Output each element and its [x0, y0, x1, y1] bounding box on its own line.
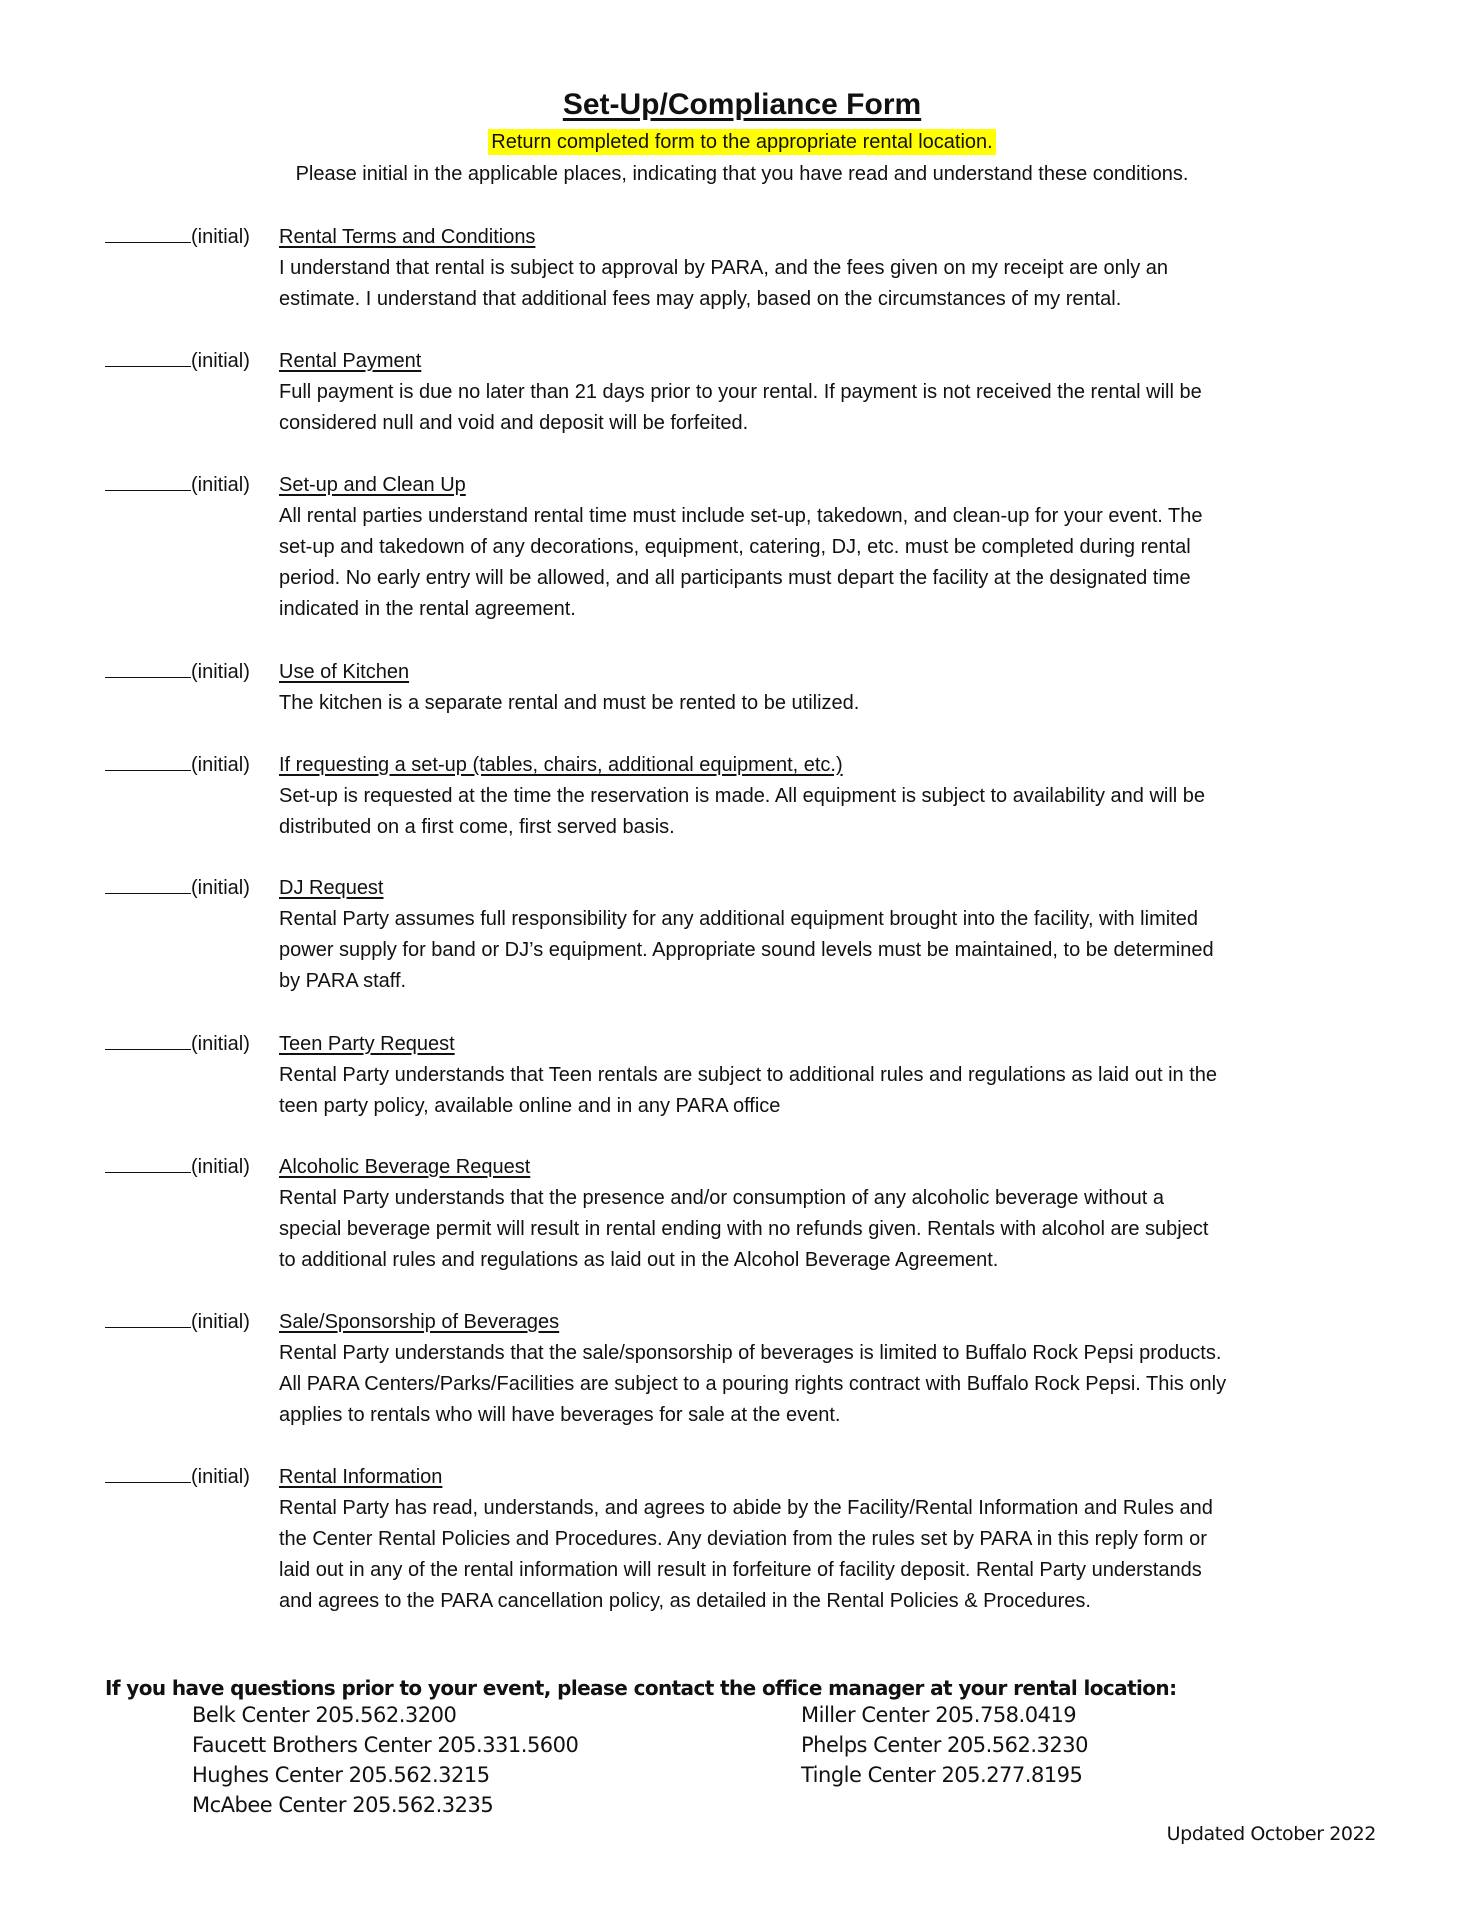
section-2: [105, 470, 1395, 625]
section-header: [105, 1462, 1395, 1493]
section-header: [105, 657, 1395, 688]
section-line: special beverage permit will result in rental ending with no refunds given. Rentals with alcohol are subject: [279, 1218, 1209, 1240]
section-heading: Rental Terms and Conditions: [279, 226, 536, 248]
section-heading: DJ Request: [279, 877, 384, 899]
section-line: The kitchen is a separate rental and must be rented to be utilized.: [279, 692, 860, 714]
initial-label: (initial): [191, 754, 250, 776]
section-line: period. No early entry will be allowed, and all participants must depart the facility at the designated time: [279, 567, 1191, 589]
section-header: [105, 470, 1395, 501]
section-body: [279, 688, 1395, 719]
form-title-text: Set-Up/Compliance Form: [562, 88, 922, 121]
initial-label: (initial): [191, 1033, 250, 1055]
contact-item: Hughes Center 205.562.3215: [192, 1763, 490, 1787]
section-line: the Center Rental Policies and Procedures. Any deviation from the rules set by PARA in this reply form or: [279, 1528, 1207, 1550]
section-line: and agrees to the PARA cancellation policy, as detailed in the Rental Policies & Procedures.: [279, 1590, 1091, 1612]
section-line: I understand that rental is subject to approval by PARA, and the fees given on my receipt are only an: [279, 257, 1169, 279]
return-note: [0, 131, 1484, 154]
section-header: [105, 346, 1395, 377]
section-line: laid out in any of the rental information will result in forfeiture of facility deposit. Rental Party understands: [279, 1559, 1202, 1581]
initial-blank[interactable]: [105, 1307, 191, 1328]
section-line: teen party policy, available online and in any PARA office: [279, 1095, 781, 1117]
section-body: [279, 904, 1395, 997]
form-title: [0, 88, 1484, 122]
section-heading: Sale/Sponsorship of Beverages: [279, 1311, 560, 1333]
initial-label: (initial): [191, 226, 250, 248]
contact-item: Belk Center 205.562.3200: [192, 1703, 457, 1727]
section-4: [105, 750, 1395, 843]
contact-item: Miller Center 205.758.0419: [801, 1703, 1077, 1727]
initial-blank[interactable]: [105, 222, 191, 243]
section-line: power supply for band or DJ’s equipment. Appropriate sound levels must be maintained, to be determined: [279, 939, 1214, 961]
section-body: [279, 377, 1395, 439]
section-0: [105, 222, 1395, 315]
section-line: distributed on a first come, first served basis.: [279, 816, 675, 838]
section-heading: Teen Party Request: [279, 1033, 455, 1055]
section-line: considered null and void and deposit will be forfeited.: [279, 412, 749, 434]
initial-blank[interactable]: [105, 470, 191, 491]
section-header: [105, 1029, 1395, 1060]
section-5: [105, 873, 1395, 997]
section-body: [279, 1060, 1395, 1122]
section-line: Full payment is due no later than 21 days prior to your rental. If payment is not received the rental will be: [279, 381, 1202, 403]
section-line: indicated in the rental agreement.: [279, 598, 576, 620]
section-3: [105, 657, 1395, 719]
section-header: [105, 873, 1395, 904]
section-header: [105, 222, 1395, 253]
initial-label: (initial): [191, 350, 250, 372]
contact-item: McAbee Center 205.562.3235: [192, 1793, 494, 1817]
section-body: [279, 253, 1395, 315]
section-9: [105, 1462, 1395, 1617]
initial-label: (initial): [191, 474, 250, 496]
initial-blank[interactable]: [105, 873, 191, 894]
initial-label: (initial): [191, 661, 250, 683]
updated-date: Updated October 2022: [1166, 1823, 1376, 1845]
return-note-highlight: Return completed form to the appropriate rental location.: [488, 129, 995, 155]
initial-blank[interactable]: [105, 1029, 191, 1050]
section-line: All rental parties understand rental time must include set-up, takedown, and clean-up for your event. The: [279, 505, 1203, 527]
initial-blank[interactable]: [105, 750, 191, 771]
section-1: [105, 346, 1395, 439]
section-6: [105, 1029, 1395, 1122]
section-line: by PARA staff.: [279, 970, 407, 992]
instructions: Please initial in the applicable places, indicating that you have read and understand these conditions.: [295, 163, 1189, 185]
section-line: Rental Party understands that the sale/sponsorship of beverages is limited to Buffalo Rock Pepsi products.: [279, 1342, 1222, 1364]
section-line: set-up and takedown of any decorations, equipment, catering, DJ, etc. must be completed during rental: [279, 536, 1191, 558]
initial-label: (initial): [191, 1156, 250, 1178]
contact-item: Tingle Center 205.277.8195: [801, 1763, 1083, 1787]
section-heading: If requesting a set-up (tables, chairs, additional equipment, etc.): [279, 754, 843, 776]
section-line: Set-up is requested at the time the reservation is made. All equipment is subject to availability and will be: [279, 785, 1206, 807]
initial-label: (initial): [191, 1311, 250, 1333]
section-line: applies to rentals who will have beverages for sale at the event.: [279, 1404, 841, 1426]
section-heading: Alcoholic Beverage Request: [279, 1156, 531, 1178]
section-line: Rental Party understands that Teen rentals are subject to additional rules and regulations as laid out in the: [279, 1064, 1217, 1086]
section-heading: Rental Payment: [279, 350, 422, 372]
section-line: estimate. I understand that additional fees may apply, based on the circumstances of my rental.: [279, 288, 1122, 310]
contact-item: Phelps Center 205.562.3230: [801, 1733, 1088, 1757]
section-line: to additional rules and regulations as laid out in the Alcohol Beverage Agreement.: [279, 1249, 999, 1271]
section-body: [279, 781, 1395, 843]
section-heading: Set-up and Clean Up: [279, 474, 466, 496]
initial-label: (initial): [191, 877, 250, 899]
contact-heading: If you have questions prior to your event, please contact the office manager at your rental location:: [105, 1676, 1177, 1700]
section-body: [279, 1493, 1395, 1617]
contact-item: Faucett Brothers Center 205.331.5600: [192, 1733, 579, 1757]
initial-blank[interactable]: [105, 657, 191, 678]
section-header: [105, 1152, 1395, 1183]
section-body: [279, 1183, 1395, 1276]
section-line: Rental Party assumes full responsibility for any additional equipment brought into the facility, with limited: [279, 908, 1198, 930]
initial-blank[interactable]: [105, 346, 191, 367]
section-body: [279, 501, 1395, 625]
section-heading: Use of Kitchen: [279, 661, 410, 683]
section-line: All PARA Centers/Parks/Facilities are subject to a pouring rights contract with Buffalo Rock Pepsi. This only: [279, 1373, 1227, 1395]
section-line: Rental Party understands that the presence and/or consumption of any alcoholic beverage without a: [279, 1187, 1164, 1209]
section-header: [105, 1307, 1395, 1338]
section-8: [105, 1307, 1395, 1431]
initial-blank[interactable]: [105, 1462, 191, 1483]
initial-label: (initial): [191, 1466, 250, 1488]
section-body: [279, 1338, 1395, 1431]
section-heading: Rental Information: [279, 1466, 443, 1488]
initial-blank[interactable]: [105, 1152, 191, 1173]
section-line: Rental Party has read, understands, and agrees to abide by the Facility/Rental Information and Rules and: [279, 1497, 1213, 1519]
section-header: [105, 750, 1395, 781]
section-7: [105, 1152, 1395, 1276]
